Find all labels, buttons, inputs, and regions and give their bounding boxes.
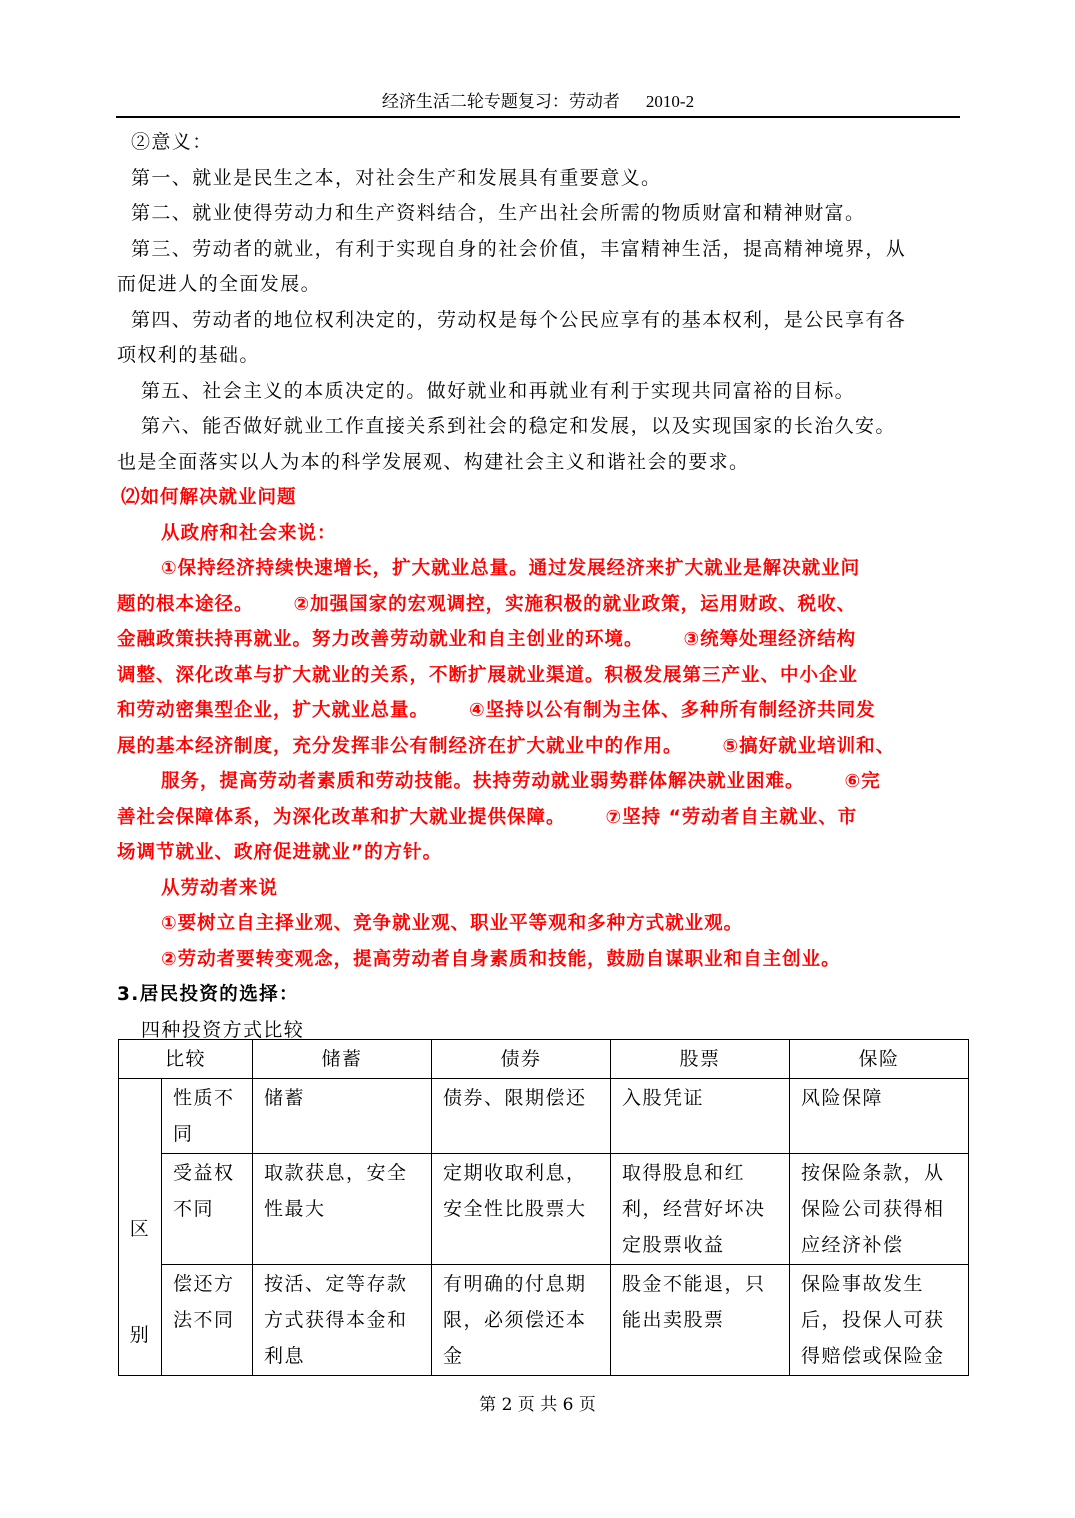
group-label-char: 别 <box>129 1324 151 1346</box>
text-run: 善社会保障体系，为深化改革和扩大就业提供保障。 <box>117 806 566 828</box>
table-cell: 保险事故发生后，投保人可获得赔偿或保险金 <box>790 1265 969 1376</box>
table-cell: 储蓄 <box>253 1079 432 1154</box>
table-cell: 定期收取利息，安全性比股票大 <box>432 1154 611 1265</box>
section-heading: ⑵如何解决就业问题 <box>121 487 297 508</box>
paragraph <box>117 764 962 800</box>
paragraph: 第四、劳动者的地位权利决定的，劳动权是每个公民应享有的基本权利，是公民享有各 <box>131 308 907 331</box>
text-run: 题的根本途径。 <box>117 593 254 615</box>
paragraph: 调整、深化改革与扩大就业的关系，不断扩展就业渠道。积极发展第三产业、中小企业 <box>117 664 859 686</box>
row-label-cell: 性质不同 <box>162 1079 253 1154</box>
header-cell: 股票 <box>611 1040 790 1079</box>
row-label-cell: 受益权不同 <box>162 1154 253 1265</box>
paragraph: ①要树立自主择业观、竞争就业观、职业平等观和多种方式就业观。 <box>161 913 744 934</box>
table-cell: 取得股息和红利，经营好坏决定股票收益 <box>611 1154 790 1265</box>
text-run: ②加强国家的宏观调控，实施积极的就业政策，运用财政、税收、 <box>293 593 857 615</box>
paragraph: 第一、就业是民生之本，对社会生产和发展具有重要意义。 <box>131 166 662 189</box>
text-run: 展的基本经济制度，充分发挥非公有制经济在扩大就业中的作用。 <box>117 735 683 757</box>
section-heading: 3.居民投资的选择： <box>117 984 299 1005</box>
paragraph: ②意义： <box>131 131 213 153</box>
header-cell: 保险 <box>790 1040 969 1079</box>
table-cell: 取款获息，安全性最大 <box>253 1154 432 1265</box>
text-run: ④坚持以公有制为主体、多种所有制经济共同发 <box>469 700 876 721</box>
comparison-table <box>118 1039 969 1376</box>
paragraph: 也是全面落实以人为本的科学发展观、构建社会主义和谐社会的要求。 <box>117 450 750 473</box>
table-cell: 按保险条款，从保险公司获得相应经济补偿 <box>790 1154 969 1265</box>
paragraph: ①保持经济持续快速增长，扩大就业总量。通过发展经济来扩大就业是解决就业问 <box>161 558 861 579</box>
page-header <box>116 90 960 118</box>
group-label-char: 区 <box>129 1218 151 1240</box>
header-date: 2010-2 <box>645 92 695 111</box>
table-row <box>119 1079 969 1154</box>
table-caption: 四种投资方式比较 <box>141 1018 305 1041</box>
table-cell: 风险保障 <box>790 1079 969 1154</box>
table-cell: 入股凭证 <box>611 1079 790 1154</box>
document-body <box>117 125 962 1048</box>
paragraph: 场调节就业、政府促进就业”的方针。 <box>117 842 443 863</box>
table-row <box>119 1154 969 1265</box>
paragraph: 第六、能否做好就业工作直接关系到社会的稳定和发展，以及实现国家的长治久安。 <box>141 415 896 437</box>
paragraph: 第二、就业使得劳动力和生产资料结合，生产出社会所需的物质财富和精神财富。 <box>131 202 866 224</box>
paragraph <box>117 622 962 658</box>
paragraph: ②劳动者要转变观念，提高劳动者自身素质和技能，鼓励自谋职业和自主创业。 <box>161 948 841 970</box>
subheading: 从劳动者来说 <box>161 877 279 899</box>
paragraph: 第五、社会主义的本质决定的。做好就业和再就业有利于实现共同富裕的目标。 <box>141 379 856 402</box>
header-title: 经济生活二轮专题复习：劳动者 <box>381 92 620 112</box>
table-header-row <box>119 1040 969 1079</box>
paragraph: 而促进人的全面发展。 <box>117 273 322 295</box>
paragraph <box>117 729 962 765</box>
table-cell: 债券、限期偿还 <box>432 1079 611 1154</box>
row-group-label <box>119 1079 162 1376</box>
page-footer: 第 2 页 共 6 页 <box>479 1395 596 1415</box>
table-cell: 股金不能退，只能出卖股票 <box>611 1265 790 1376</box>
paragraph: 第三、劳动者的就业，有利于实现自身的社会价值，丰富精神生活，提高精神境界，从 <box>131 237 907 260</box>
paragraph <box>117 800 962 836</box>
text-run: 金融政策扶持再就业。努力改善劳动就业和自主创业的环境。 <box>117 629 644 650</box>
table-row <box>119 1265 969 1376</box>
row-label-cell: 偿还方法不同 <box>162 1265 253 1376</box>
paragraph <box>117 693 962 729</box>
header-cell: 债券 <box>432 1040 611 1079</box>
text-run: 和劳动密集型企业，扩大就业总量。 <box>117 700 430 721</box>
table-cell: 有明确的付息期限，必须偿还本金 <box>432 1265 611 1376</box>
text-run: ③统筹处理经济结构 <box>683 629 857 650</box>
table-cell: 按活、定等存款方式获得本金和利息 <box>253 1265 432 1376</box>
paragraph <box>117 587 962 623</box>
text-run: ⑦坚持 “劳动者自主就业、市 <box>605 806 858 828</box>
header-cell: 比较 <box>119 1040 253 1079</box>
text-run: 服务，提高劳动者素质和劳动技能。扶持劳动就业弱势群体解决就业困难。 <box>161 771 805 792</box>
header-cell: 储蓄 <box>253 1040 432 1079</box>
paragraph: 项权利的基础。 <box>117 344 260 366</box>
text-run: ⑥完 <box>844 771 881 792</box>
text-run: ⑤搞好就业培训和、 <box>722 735 896 757</box>
subheading: 从政府和社会来说： <box>161 522 337 544</box>
